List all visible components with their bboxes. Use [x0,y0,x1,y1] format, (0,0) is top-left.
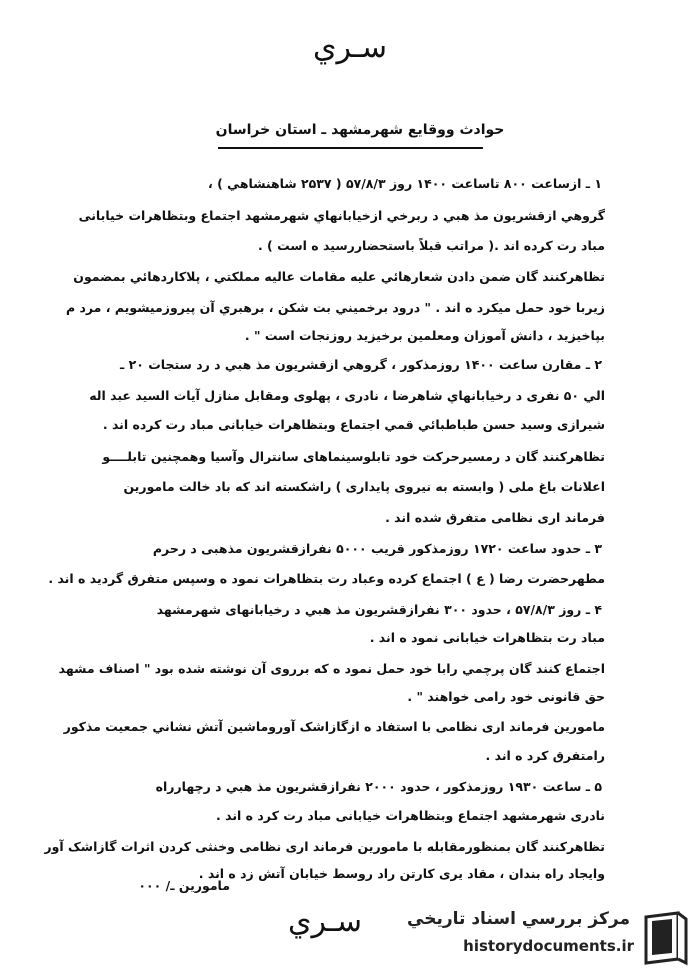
text-line: مباد رت کرده اند .( مراتب قبلاً باستحضاررسيد ه است ) . [257,238,605,253]
text-line: ۵ ـ ساعت ۱۹۳۰ روزمذکور ، حدود ۲۰۰۰ نفرازقشريون مذ هبي د رچهارراه [155,779,602,794]
text-line: زيربا خود حمل ميکرد ه اند . " درود برخميني بت شکن ، برهبري آن پيروزميشويم ، مرد م [65,300,605,315]
text-line: ۳ ـ حدود ساعت ۱۷۲۰ روزمذکور قريب ۵۰۰۰ نفرازقشريون مذهبی د رحرم [152,541,602,556]
text-line: اعلانات باغ ملی ( وابسته به نيروی پايداری ) راشکسته اند که باد خالت مامورين [123,479,605,494]
watermark-url: historydocuments.ir [463,937,634,955]
text-line: گروهي ازقشريون مذ هبي د ربرخي ازخيابانهاي شهرمشهد اجتماع وبتظاهرات خيابانی [78,208,605,223]
text-line: تظاهرکنند گان بمنظورمقابله با مامورين فرماند اری نظامی وخنثی کردن اثرات گازاشک آور [44,839,605,854]
text-line: ۲ ـ مقارن ساعت ۱۴۰۰ روزمذکور ، گروهي ازقشريون مذ هبي د رد ستجات ۲۰ ـ [119,357,602,372]
text-line: مباد رت بتظاهرات خيابانی نمود ه اند . [369,630,605,645]
text-line: مطهرحضرت رضا ( ع ) اجتماع کرده وعباد رت بتظاهرات نمود ه وسپس متفرق گرديد ه اند . [48,571,605,586]
watermark-name: مرکز بررسي اسناد تاريخي [407,909,630,929]
text-line: ۱ ـ ازساعت ۸۰۰ تاساعت ۱۴۰۰ روز ۵۷/۸/۳ ( ۲۵۳۷ شاهنشاهي ) ، [208,176,602,191]
watermark [348,905,700,971]
text-line: شيرازی وسيد حسن طباطبائي قمي اجتماع وبتظاهرات خيابانی مباد رت کرده اند . [102,417,605,432]
text-line: ۴ ـ روز ۵۷/۸/۳ ، حدود ۳۰۰ نفرازقشريون مذ هبي د رخيابانهای شهرمشهد [156,602,602,617]
text-line: الي ۵۰ نفری د رخيابانهاي شاهرضا ، نادری ، پهلوی ومقابل منازل آيات السيد عبد اله [89,388,605,403]
text-line: وايجاد راه بندان ، مقاد يری کارتن راد روسط خيابان آتش زد ه اند . [198,866,605,881]
text-line: تظاهرکنند گان د رمسيرحرکت خود تابلوسينماهای سانترال وآسيا وهمچنين تابلــــو [102,449,605,464]
text-line: حق قانونی خود رامی خواهند " . [407,689,605,704]
text-line: اجتماع کنند گان پرچمي رابا خود حمل نمود ه که برروی آن نوشته شده بود " اصناف مشهد [58,661,605,676]
document-heading: حوادث ووقايع شهرمشهد ـ استان خراسان [215,122,505,138]
signature: مامورين ـ/ ۰۰۰ [138,878,230,893]
text-line: تظاهرکنند گان ضمن دادن شعارهائي عليه مقامات عاليه مملکتي ، پلاکاردهائي بمضمون [73,269,605,284]
text-line: فرماند اری نظامی متفرق شده اند . [385,510,605,525]
text-line: نادری شهرمشهد اجتماع وبتظاهرات خيابانی مباد رت کرد ه اند . [216,808,605,823]
text-line: مامورين فرماند اری نظامی با استفاد ه ازگازاشک آوروماشين آتش نشاني جمعيت مذکور [63,719,605,734]
text-line: بپاخيزيد ، دانش آموزان ومعلمين برخيزيد روزنجات است " . [244,328,605,343]
heading-underline [218,147,483,149]
archive-logo-icon [638,909,690,967]
classification-top: سـري [313,30,387,65]
classification-bottom: سـري [288,904,362,939]
text-line: رامتفرق کرد ه اند . [485,748,605,763]
